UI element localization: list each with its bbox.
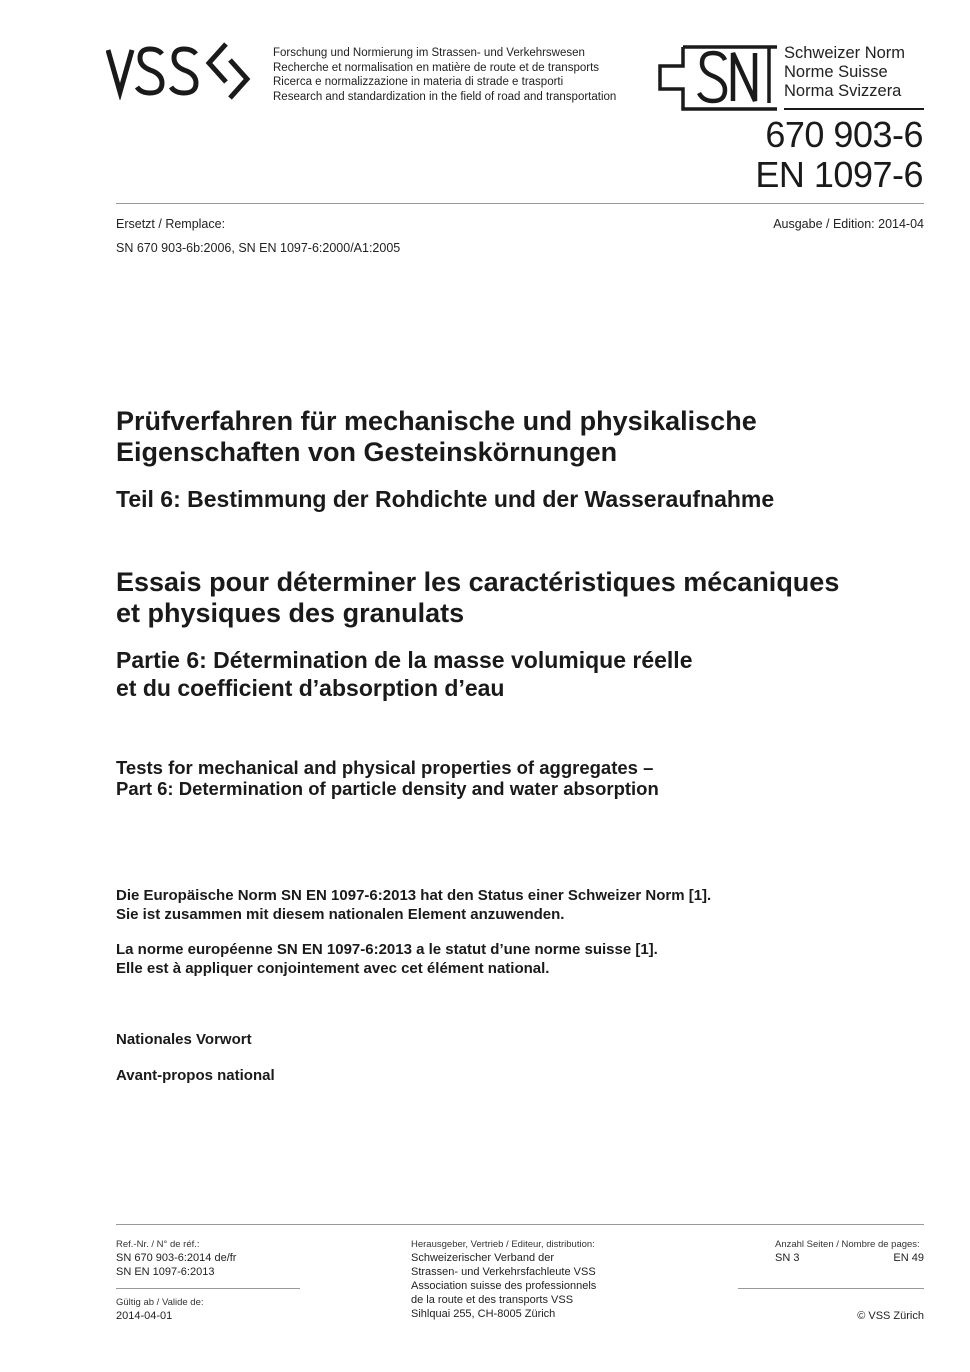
title-line: et physiques des granulats — [116, 598, 465, 628]
publisher-label: Herausgeber, Vertrieb / Editeur, distribution: — [411, 1239, 595, 1250]
ref-numbers — [116, 1251, 236, 1279]
publisher-line: Schweizerischer Verband der — [411, 1252, 555, 1264]
tagline-line: Forschung und Normierung im Strassen- und Verkehrswesen — [273, 47, 585, 59]
note-line: Sie ist zusammen mit diesem nationalen Element anzuwenden. — [116, 905, 565, 923]
tagline-line: Recherche et normalisation en matière de route et de transports — [273, 61, 600, 74]
pages-en: EN 49 — [893, 1252, 924, 1264]
title-line: Tests for mechanical and physical properties of aggregates – — [116, 757, 654, 778]
publisher-line: Association suisse des professionnels — [411, 1280, 597, 1292]
title-line: Essais pour déterminer les caractéristiques mécaniques — [116, 567, 840, 597]
sn-logo — [657, 44, 777, 112]
standard-number: 670 903-6 — [765, 114, 923, 155]
note-line: Elle est à appliquer conjointement avec cet élément national. — [116, 959, 550, 977]
note-fr — [116, 941, 916, 978]
sn-name — [784, 44, 905, 101]
tagline-line: Research and standardization in the field of road and transportation — [273, 90, 617, 103]
subtitle-de: Teil 6: Bestimmung der Rohdichte und der Wasseraufnahme — [116, 486, 775, 512]
vorwort-de: Nationales Vorwort — [116, 1031, 252, 1048]
publisher-line: Strassen- und Verkehrsfachleute VSS — [411, 1266, 596, 1278]
replaces-value: SN 670 903-6b:2006, SN EN 1097-6:2000/A1:2005 — [116, 241, 401, 255]
edition: Ausgabe / Edition: 2014-04 — [773, 217, 924, 231]
sn-underline — [784, 108, 924, 110]
vorwort-fr: Avant-propos national — [116, 1067, 275, 1084]
title-line: Eigenschaften von Gesteinskörnungen — [116, 437, 618, 467]
tagline-line: Ricerca e normalizzazione in materia di strade e trasporti — [273, 76, 564, 88]
ref-line: SN 670 903-6:2014 de/fr — [116, 1252, 237, 1264]
subtitle-line: et du coefficient d’absorption d’eau — [116, 675, 505, 701]
valid-label: Gültig ab / Valide de: — [116, 1297, 204, 1308]
publisher-line: de la route et des transports VSS — [411, 1294, 574, 1306]
note-line: La norme européenne SN EN 1097-6:2013 a le statut d’une norme suisse [1]. — [116, 941, 658, 958]
subtitle-fr — [116, 646, 916, 702]
note-line: Die Europäische Norm SN EN 1097-6:2013 hat den Status einer Schweizer Norm [1]. — [116, 887, 712, 904]
title-line: Prüfverfahren für mechanische und physikalische — [116, 406, 757, 436]
ref-divider — [116, 1288, 300, 1289]
copyright: © VSS Zürich — [857, 1310, 924, 1322]
sn-name-line: Schweizer Norm — [784, 44, 906, 62]
publisher-line: Sihlquai 255, CH-8005 Zürich — [411, 1308, 556, 1320]
title-fr — [116, 567, 936, 629]
title-en — [116, 757, 916, 799]
replaces-label: Ersetzt / Remplace: — [116, 217, 226, 231]
header-divider — [116, 203, 924, 204]
title-line: Part 6: Determination of particle density and water absorption — [116, 778, 659, 799]
ref-line: SN EN 1097-6:2013 — [116, 1266, 215, 1278]
vss-logo — [106, 42, 266, 100]
sn-name-line: Norme Suisse — [784, 63, 888, 81]
valid-value: 2014-04-01 — [116, 1310, 173, 1322]
footer-divider — [116, 1224, 924, 1225]
pages-label: Anzahl Seiten / Nombre de pages: — [775, 1239, 920, 1250]
en-number: EN 1097-6 — [755, 154, 923, 195]
ref-label: Ref.-Nr. / N° de réf.: — [116, 1239, 200, 1250]
pages-sn: SN 3 — [775, 1252, 800, 1264]
pages-divider — [738, 1288, 924, 1289]
title-de — [116, 406, 916, 468]
note-de — [116, 887, 916, 924]
subtitle-line: Partie 6: Détermination de la masse volumique réelle — [116, 647, 693, 673]
publisher-address — [411, 1251, 596, 1321]
vss-tagline — [273, 46, 616, 104]
sn-name-line: Norma Svizzera — [784, 82, 902, 100]
